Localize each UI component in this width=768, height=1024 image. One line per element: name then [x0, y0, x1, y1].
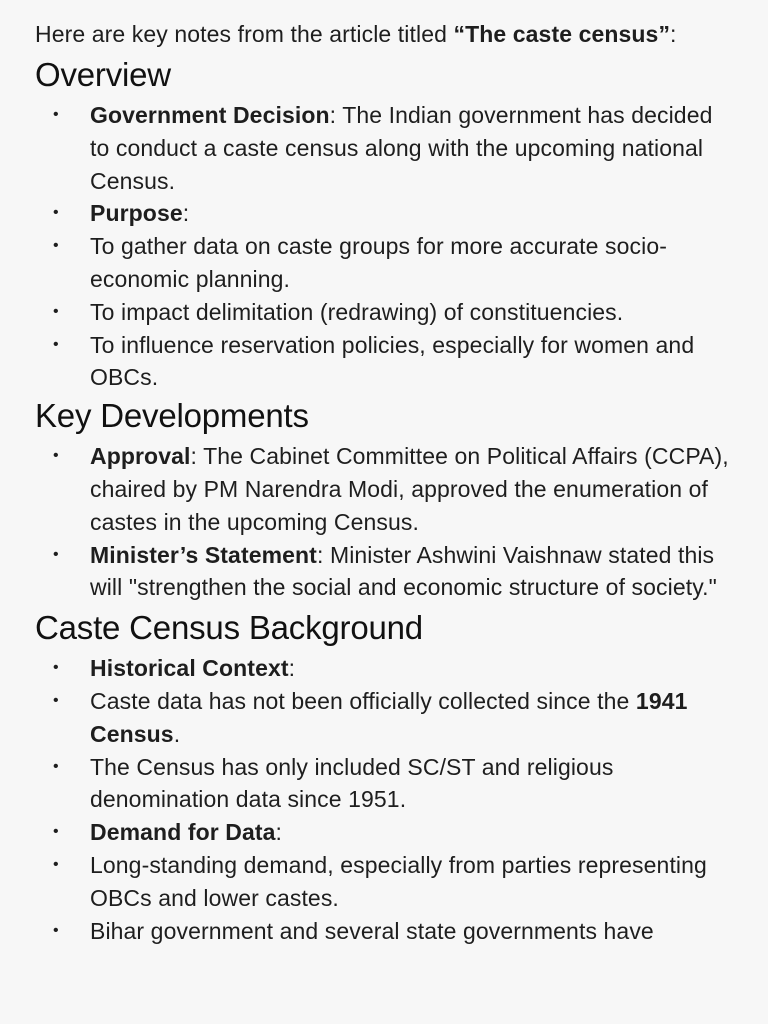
item-label: Government Decision	[90, 102, 330, 128]
item-text: Minister Ashwini Vaishnaw stated this will "strengthen the social and economic structure of society."	[90, 541, 717, 601]
bullet-icon: •	[53, 855, 59, 873]
item-bold-tail: 1941 Census	[90, 687, 688, 747]
section-heading: Caste Census Background	[35, 609, 423, 647]
item-text: To impact delimitation (redrawing) of constituencies.	[90, 298, 624, 325]
item-label: Demand for Data	[90, 819, 276, 846]
item-label: Historical Context	[90, 655, 289, 682]
item-text: To influence reservation policies, especially for women and OBCs.	[90, 331, 695, 391]
item-tail: .	[173, 720, 181, 747]
list-item	[35, 915, 768, 948]
list-item	[35, 197, 768, 230]
bullet-icon: •	[53, 545, 59, 563]
bullet-icon: •	[53, 237, 59, 255]
list-item	[35, 849, 768, 915]
bullet-list	[35, 652, 768, 947]
bullet-icon: •	[53, 691, 59, 709]
list-item	[35, 685, 768, 751]
intro-line	[35, 18, 768, 51]
bullet-icon: •	[53, 659, 59, 677]
item-label: Purpose	[90, 200, 183, 227]
item-text: The Cabinet Committee on Political Affairs (CCPA), chaired by PM Narendra Modi, approved the enumeration of castes in the upcoming Census.	[90, 443, 729, 535]
item-label: Minister’s Statement	[90, 541, 317, 568]
bullet-icon: •	[53, 106, 59, 123]
bullet-icon: •	[53, 302, 59, 320]
bullet-list	[35, 440, 768, 604]
bullet-icon: •	[53, 447, 59, 465]
section-heading: Overview	[35, 56, 171, 93]
section-caste-census-background	[35, 608, 768, 947]
item-sep: :	[275, 819, 283, 846]
list-item	[35, 751, 768, 817]
bullet-icon: •	[53, 204, 59, 222]
list-item	[35, 816, 768, 849]
list-item	[35, 539, 768, 605]
item-sep: :	[288, 655, 296, 682]
bullet-list	[35, 99, 768, 394]
list-item	[35, 99, 768, 197]
bullet-icon: •	[53, 757, 59, 775]
bullet-icon: •	[53, 823, 59, 841]
list-item	[35, 230, 768, 296]
item-sep: :	[190, 443, 204, 470]
item-label: Approval	[90, 443, 191, 470]
section-overview	[35, 55, 768, 394]
item-text: Bihar government and several state governments have	[90, 917, 654, 944]
list-item	[35, 652, 768, 685]
section-heading: Key Developments	[35, 397, 309, 435]
item-sep: :	[329, 102, 343, 128]
list-item	[35, 296, 768, 329]
intro-prefix: Here are key notes from the article titled	[35, 21, 454, 47]
bullet-icon: •	[53, 335, 59, 353]
intro-suffix: :	[670, 21, 677, 47]
bullet-icon: •	[53, 921, 59, 939]
item-text: To gather data on caste groups for more accurate socio-economic planning.	[90, 233, 667, 292]
item-text: The Census has only included SC/ST and religious denomination data since 1951.	[90, 753, 614, 813]
article-title: “The caste census”	[453, 21, 671, 47]
item-text: The Indian government has decided to conduct a caste census along with the upcoming national Census.	[90, 102, 713, 194]
item-text: Caste data has not been officially collected since the	[90, 687, 636, 714]
item-text: Long-standing demand, especially from parties representing OBCs and lower castes.	[90, 851, 707, 911]
item-sep: :	[182, 200, 190, 227]
item-sep: :	[316, 541, 330, 568]
section-key-developments	[35, 396, 768, 604]
list-item	[35, 329, 768, 395]
list-item	[35, 440, 768, 538]
